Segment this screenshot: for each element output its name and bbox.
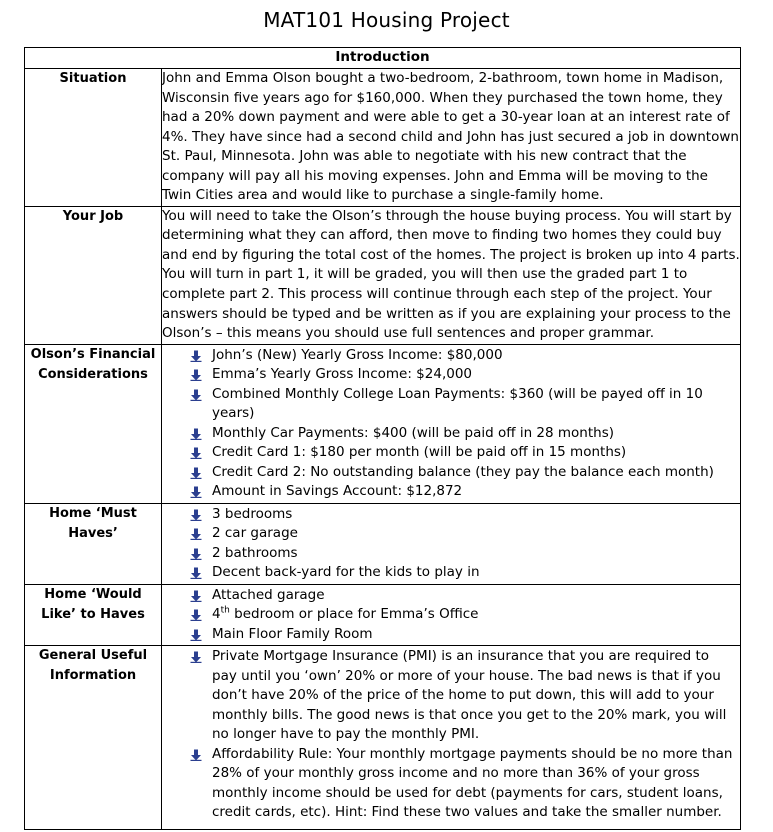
general-info-row bbox=[25, 646, 741, 830]
would-like-label-line1: Home ‘Would bbox=[44, 586, 142, 602]
general-info-label-line2: Information bbox=[49, 668, 137, 684]
would-like-list bbox=[162, 585, 740, 646]
down-arrow-bullet-icon bbox=[190, 350, 202, 362]
down-arrow-bullet-icon bbox=[190, 749, 202, 761]
financial-label bbox=[25, 344, 162, 503]
list-item: John’s (New) Yearly Gross Income: $80,000 bbox=[190, 346, 736, 366]
down-arrow-bullet-icon bbox=[190, 428, 202, 440]
list-item: Credit Card 2: No outstanding balance (they pay the balance each month) bbox=[190, 463, 736, 483]
list-item: Emma’s Yearly Gross Income: $24,000 bbox=[190, 365, 736, 385]
financial-label-line2: Considerations bbox=[38, 366, 148, 382]
general-info-label bbox=[25, 646, 162, 830]
down-arrow-bullet-icon bbox=[190, 447, 202, 459]
your-job-label: Your Job bbox=[25, 206, 162, 344]
list-item: Main Floor Family Room bbox=[190, 625, 736, 645]
would-like-label-line2: Like’ to Haves bbox=[41, 606, 145, 622]
list-item: Decent back-yard for the kids to play in bbox=[190, 563, 736, 583]
your-job-row bbox=[25, 206, 741, 344]
financial-row bbox=[25, 344, 741, 503]
your-job-text: You will need to take the Olson’s through the house buying process. You will start by determining what they can afford, then move to finding two homes they could buy and end by figuring the total cost of the homes. The project is broken up into 4 parts. You will turn in part 1, it will be graded, you will then use the graded part 1 to complete part 2. This process will continue through each step of the project. Your answers should be typed and be written as if you are explaining your process to the Olson’s – this means you should use full sentences and proper grammar. bbox=[162, 206, 741, 344]
list-item: Private Mortgage Insurance (PMI) is an insurance that you are required to pay until you ‘own’ 20% or more of your house. The bad news is that if you don’t have 20% of the price of the home to put down, this will add to your monthly bills. The good news is that once you get to the 20% mark, you will no longer have to pay the monthly PMI. bbox=[190, 647, 736, 745]
financial-label-line1: Olson’s Financial bbox=[30, 346, 156, 362]
down-arrow-bullet-icon bbox=[190, 651, 202, 663]
list-item: Credit Card 1: $180 per month (will be paid off in 15 months) bbox=[190, 443, 736, 463]
down-arrow-bullet-icon bbox=[190, 590, 202, 602]
down-arrow-bullet-icon bbox=[190, 486, 202, 498]
list-item: Amount in Savings Account: $12,872 bbox=[190, 482, 736, 502]
situation-row bbox=[25, 69, 741, 207]
list-item: 4th bedroom or place for Emma’s Office bbox=[190, 605, 736, 625]
situation-label: Situation bbox=[25, 69, 162, 207]
must-haves-list-cell bbox=[162, 503, 741, 584]
list-item: 3 bedrooms bbox=[190, 505, 736, 525]
introduction-header-row bbox=[25, 48, 741, 69]
general-info-list bbox=[162, 646, 740, 829]
list-item: 2 car garage bbox=[190, 524, 736, 544]
must-haves-label-line1: Home ‘Must bbox=[49, 505, 137, 521]
down-arrow-bullet-icon bbox=[190, 629, 202, 641]
down-arrow-bullet-icon bbox=[190, 509, 202, 521]
down-arrow-bullet-icon bbox=[190, 528, 202, 540]
down-arrow-bullet-icon bbox=[190, 369, 202, 381]
down-arrow-bullet-icon bbox=[190, 467, 202, 479]
would-like-row bbox=[25, 584, 741, 646]
must-haves-row bbox=[25, 503, 741, 584]
down-arrow-bullet-icon bbox=[190, 548, 202, 560]
down-arrow-bullet-icon bbox=[190, 609, 202, 621]
must-haves-list bbox=[162, 504, 740, 584]
document-title: MAT101 Housing Project bbox=[263, 8, 510, 32]
financial-list bbox=[162, 345, 740, 503]
introduction-header: Introduction bbox=[25, 48, 741, 69]
must-haves-label bbox=[25, 503, 162, 584]
down-arrow-bullet-icon bbox=[190, 389, 202, 401]
list-item: Affordability Rule: Your monthly mortgage payments should be no more than 28% of your monthly gross income and no more than 36% of your gross monthly income should be used for debt (payments for cars, student loans, credit cards, etc). Hint: Find these two values and take the smaller number. bbox=[190, 745, 736, 823]
housing-project-table bbox=[24, 47, 741, 830]
would-like-label bbox=[25, 584, 162, 646]
would-like-list-cell bbox=[162, 584, 741, 646]
down-arrow-bullet-icon bbox=[190, 567, 202, 579]
general-info-list-cell bbox=[162, 646, 741, 830]
list-item: 2 bathrooms bbox=[190, 544, 736, 564]
situation-text: John and Emma Olson bought a two-bedroom, 2-bathroom, town home in Madison, Wisconsin five years ago for $160,000. When they purchased the town home, they had a 20% down payment and were able to get a 30-year loan at an interest rate of 4%. They have since had a second child and John has just secured a job in downtown St. Paul, Minnesota. John was able to negotiate with his new contract that the company will pay all his moving expenses. John and Emma will be moving to the Twin Cities area and would like to purchase a single-family home. bbox=[162, 69, 741, 207]
list-item: Attached garage bbox=[190, 586, 736, 606]
financial-list-cell bbox=[162, 344, 741, 503]
list-item: Monthly Car Payments: $400 (will be paid off in 28 months) bbox=[190, 424, 736, 444]
general-info-label-line1: General Useful bbox=[38, 648, 148, 664]
list-item: Combined Monthly College Loan Payments: $360 (will be payed off in 10 years) bbox=[190, 385, 736, 424]
must-haves-label-line2: Haves’ bbox=[68, 525, 118, 541]
